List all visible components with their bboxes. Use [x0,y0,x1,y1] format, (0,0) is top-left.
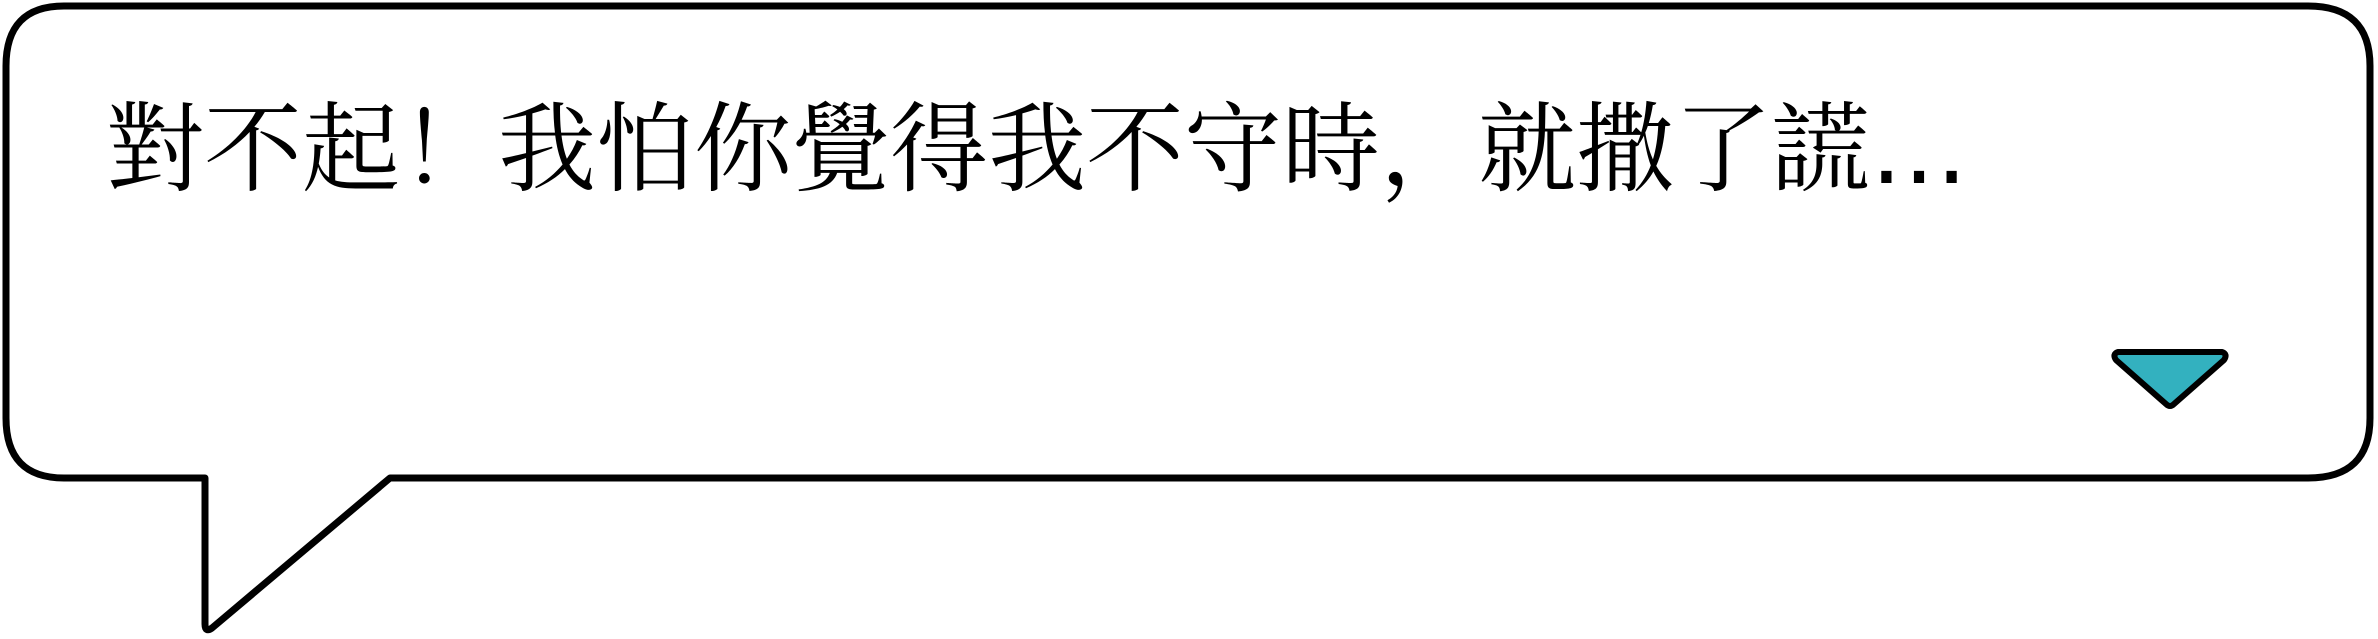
dialogue-text: 對不起！我怕你覺得我不守時，就撒了謊… [106,93,1969,207]
triangle-down-icon[interactable] [2108,346,2232,412]
